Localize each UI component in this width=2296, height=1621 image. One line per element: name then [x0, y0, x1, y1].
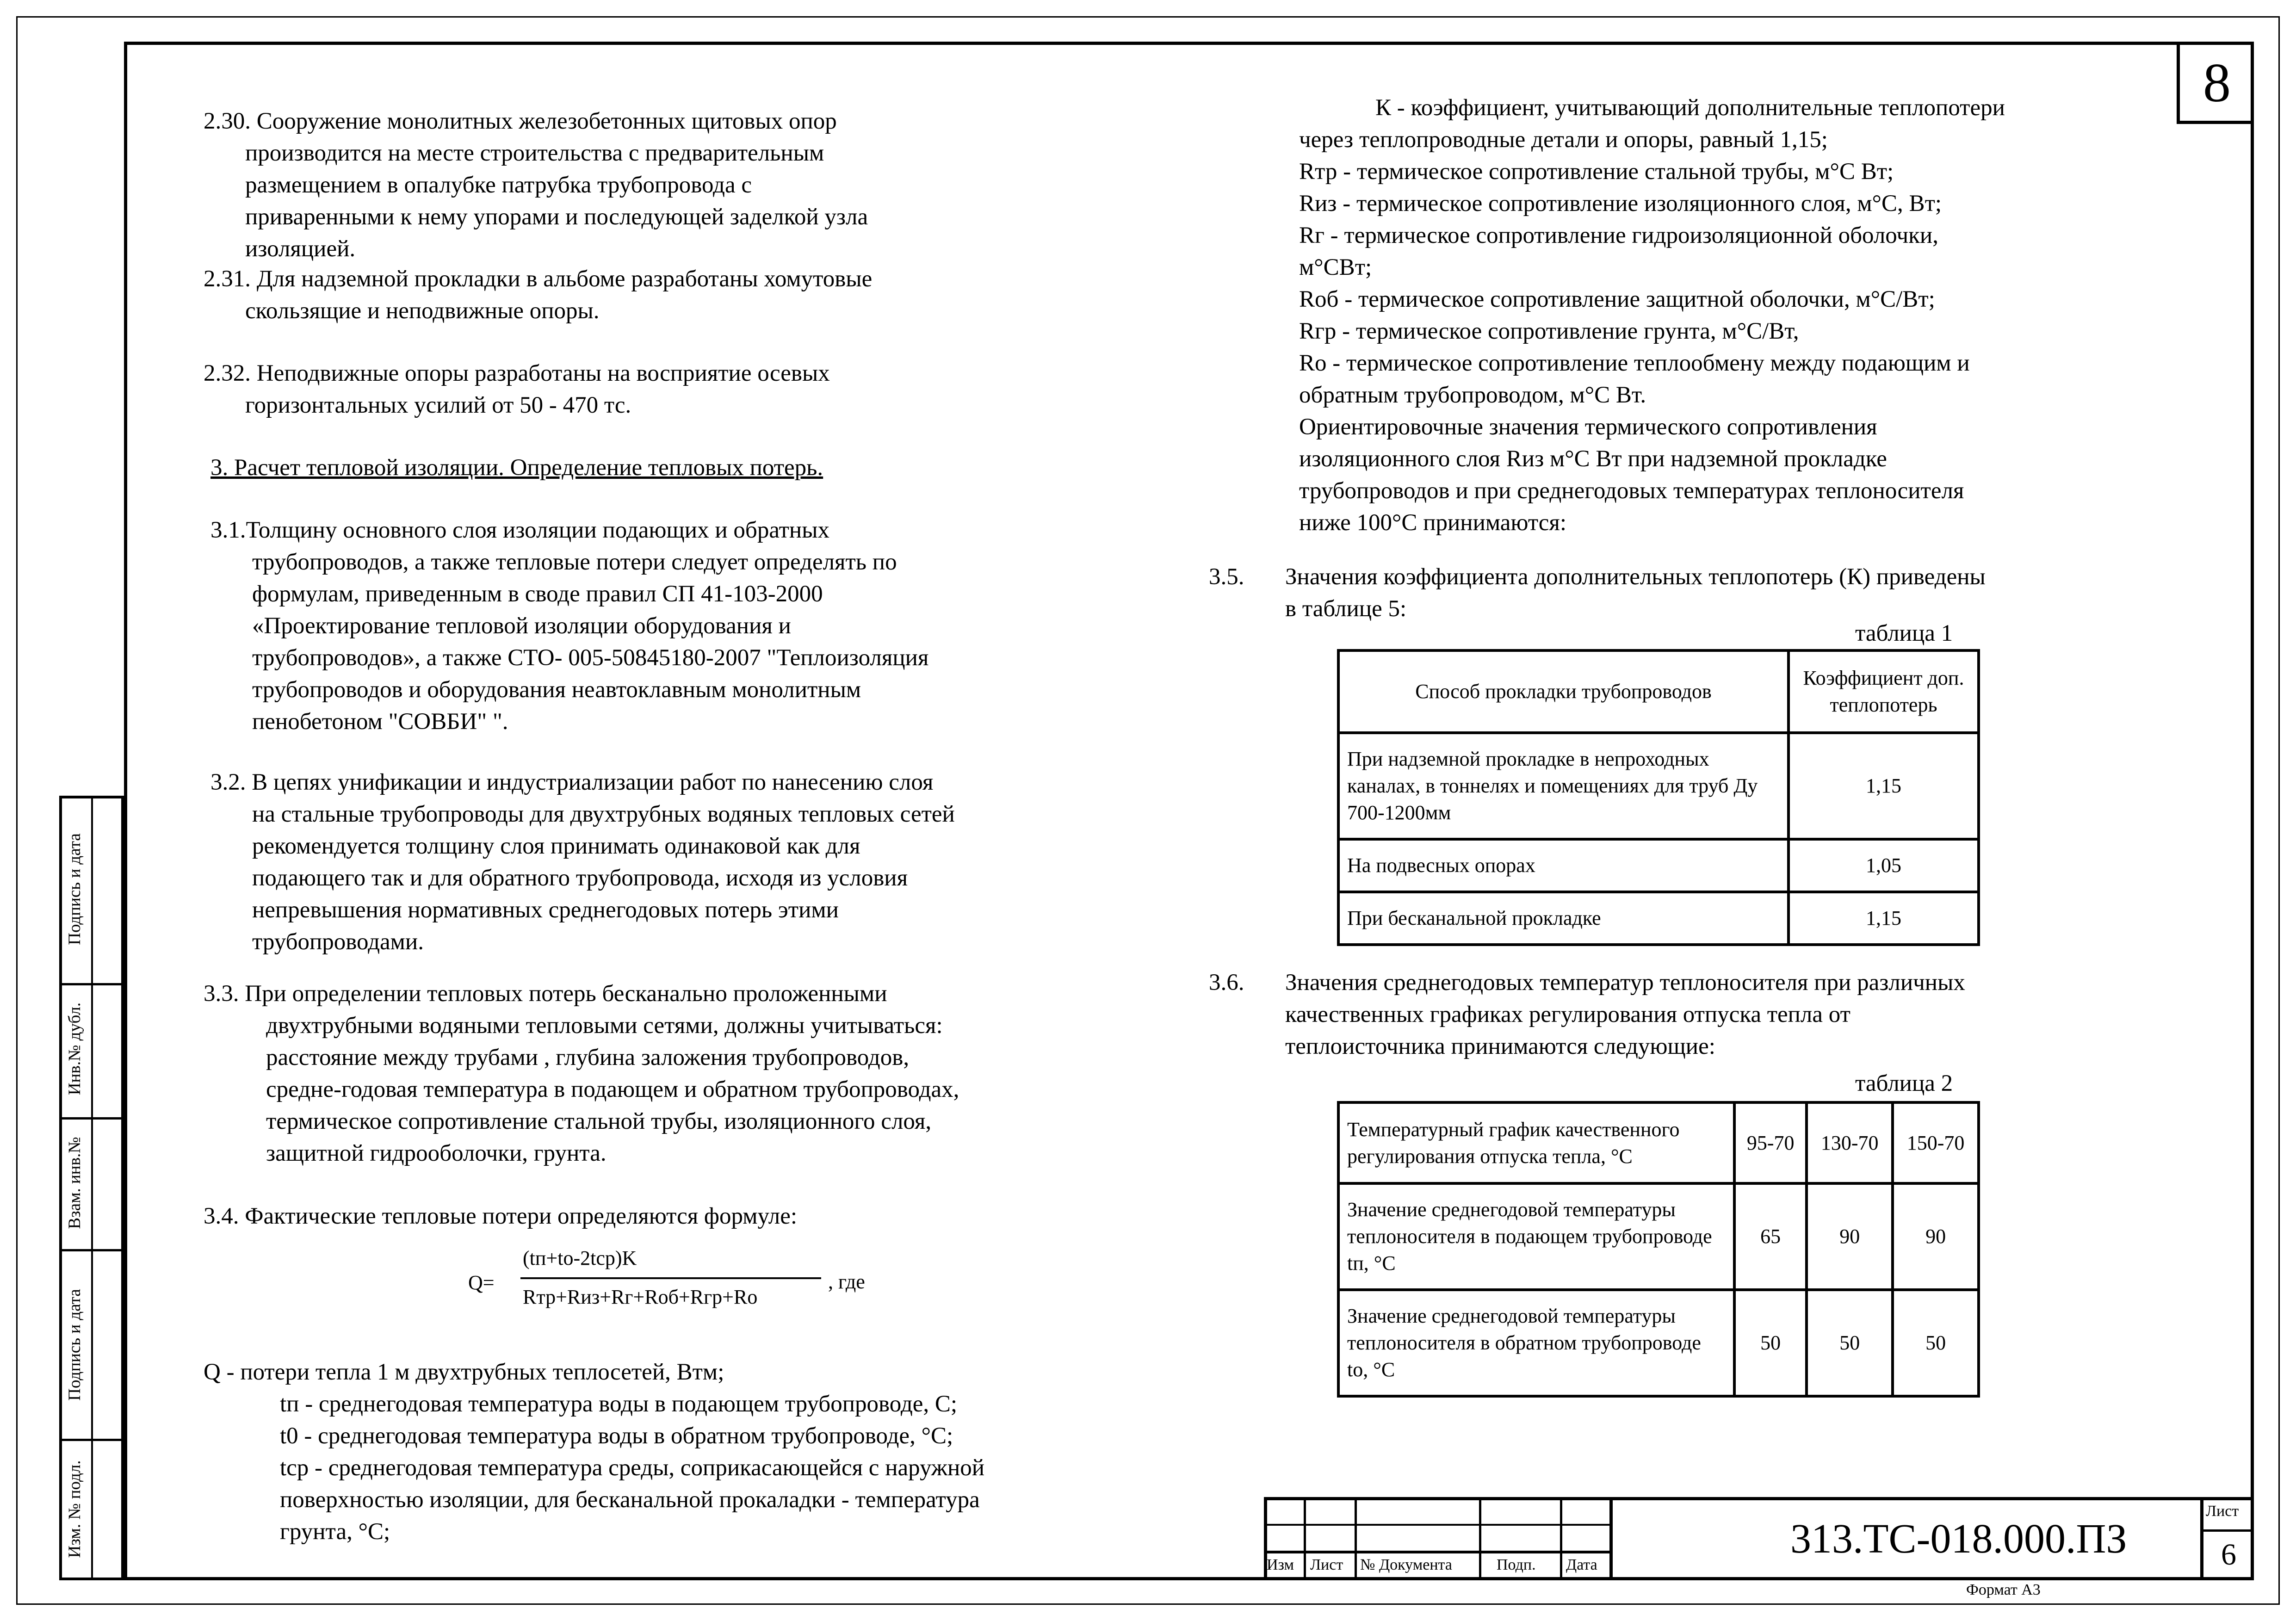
para-3-1: 3.1.Толщину основного слоя изоляции подающих и обратных трубопроводов, а также тепловые потери следует определять по формулам, приведенным в своде правил СП 41-103-2000 «Проектирование тепловой изоляции оборудования и трубопроводов», а также СТО- 005-50845180-2007 "Теплоизоляция трубопроводов и оборудования неавтоклавным монолитным пенобетоном "СОВБИ" ".	[210, 517, 929, 735]
table2-cell: Значение среднегодовой температуры теплоносителя в обратном трубопроводе tо, °С	[1338, 1290, 1734, 1396]
table2-cell: Температурный график качественного регулирования отпуска тепла, °С	[1338, 1102, 1734, 1183]
table2-cell: 130-70	[1807, 1102, 1893, 1183]
tb-col-signature: Подп.	[1497, 1556, 1536, 1573]
table2-caption: таблица 2	[1855, 1070, 1953, 1096]
para-2-30: 2.30. Сооружение монолитных железобетонных щитовых опор производится на месте строительства с предварительным размещением в опалубке патрубка трубопровода с приваренными к нему упорами и последующей заделкой узла изоляцией.	[204, 108, 868, 262]
page-number: 8	[2203, 52, 2231, 113]
table2-cell: 95-70	[1734, 1102, 1807, 1183]
formula-tail: , где	[828, 1270, 865, 1293]
stamp-signature-date-2: Подпись и дата	[65, 1289, 84, 1401]
stamp-vzam-inv: Взам. инв.№	[65, 1137, 84, 1229]
tb-col-date: Дата	[1566, 1556, 1597, 1573]
table2-cell: 90	[1893, 1183, 1979, 1290]
table1-cell: На подвесных опорах	[1338, 839, 1789, 892]
table1-cell: При надземной прокладке в непроходных каналах, в тоннелях и помещениях для труб Ду 700-1200мм	[1338, 733, 1789, 839]
variable-definitions: tп - среднегодовая температура воды в подающем трубопроводе, С; t0 - среднегодовая температура воды в обратном трубопроводе, °С; tср - среднегодовая температура среды, соприкасающейся с наружной поверхностью изоляции, для бесканальной прокаладки - температура грунта, °С;	[280, 1391, 985, 1545]
stamp-inv-dubl: Инв.№ дубл.	[65, 1002, 84, 1095]
table2-cell: 50	[1807, 1290, 1893, 1396]
fraction-bar	[520, 1277, 821, 1279]
para-2-31: 2.31. Для надземной прокладки в альбоме разработаны хомутовые скользящие и неподвижные опоры.	[204, 266, 873, 324]
table-1	[1337, 649, 1980, 946]
table2-cell: 50	[1893, 1290, 1979, 1396]
table2-cell: 50	[1734, 1290, 1807, 1396]
tb-col-izm: Изм	[1267, 1556, 1294, 1573]
table2-cell: 90	[1807, 1183, 1893, 1290]
para-3-4: 3.4. Фактические тепловые потери определяются формуле:	[204, 1203, 797, 1229]
formula-lhs: Q=	[468, 1271, 495, 1294]
para-3-6-number: 3.6.	[1209, 970, 1244, 996]
stamp-izm-podl: Изм. № подл.	[65, 1460, 84, 1558]
para-3-5: Значения коэффициента дополнительных теплопотерь (К) приведены в таблице 5:	[1285, 564, 1986, 622]
q-definition: Q - потери тепла 1 м двухтрубных теплосетей, Втм;	[204, 1359, 724, 1385]
document-code: 313.ТС-018.000.ПЗ	[1790, 1516, 2127, 1562]
table2-cell: Значение среднегодовой температуры теплоносителя в подающем трубопроводе tп, °С	[1338, 1183, 1734, 1290]
table1-cell: При бесканальной прокладке	[1338, 892, 1789, 945]
tb-col-doc: № Документа	[1360, 1556, 1452, 1573]
sheet-label: Лист	[2206, 1503, 2239, 1520]
table2-cell: 150-70	[1893, 1102, 1979, 1183]
formula-numerator: (tп+tо-2tср)K	[523, 1247, 637, 1269]
table1-caption: таблица 1	[1855, 620, 1953, 646]
table2-cell: 65	[1734, 1183, 1807, 1290]
format-label: Формат А3	[1966, 1581, 2041, 1598]
para-3-5-number: 3.5.	[1209, 564, 1244, 590]
stamp-signature-date-1: Подпись и дата	[65, 833, 84, 945]
table1-cell: 1,15	[1789, 892, 1979, 945]
table1-header-method: Способ прокладки трубопроводов	[1338, 650, 1789, 733]
table1-header-coef: Коэффициент доп. теплопотерь	[1789, 650, 1979, 733]
para-3-3: 3.3. При определении тепловых потерь бесканально проложенными двухтрубными водяными тепловыми сетями, должны учитываться: расстояние между трубами , глубина заложения трубопроводов, средне-годовая температура в подающем и обратном трубопроводах, термическое сопротивление стальной трубы, изоляционного слоя, защитной гидрооболочки, грунта.	[204, 981, 959, 1166]
formula-denominator: Rтр+Rиз+Rг+Rоб+Rгр+Rо	[523, 1286, 758, 1308]
table1-cell: 1,05	[1789, 839, 1979, 892]
coefficient-definitions: К - коэффициент, учитывающий дополнительные теплопотери через теплопроводные детали и опоры, равный 1,15; Rтр - термическое сопротивление стальной трубы, м°С Вт; Rиз - термическое сопротивление изоляционного слоя, м°С, Вт; Rг - термическое сопротивление гидроизоляционной оболочки, м°СВт; Rоб - термическое сопротивление защитной оболочки, м°С/Вт; Rгр - термическое сопротивление грунта, м°С/Вт, Rо - термическое сопротивление теплообмену между подающим и обратным трубопроводом, м°С Вт. Ориентировочные значения термического сопротивления изоляционного слоя Rиз м°С Вт при надземной прокладке трубопроводов и при среднегодовых температурах теплоносителя ниже 100°С принимаются:	[1299, 95, 2005, 536]
table1-cell: 1,15	[1789, 733, 1979, 839]
para-3-6: Значения среднегодовых температур теплоносителя при различных качественных графиках регулирования отпуска тепла от теплоисточника принимаются следующие:	[1285, 970, 1965, 1059]
para-2-32: 2.32. Неподвижные опоры разработаны на восприятие осевых горизонтальных усилий от 50 - 470 тс.	[204, 360, 830, 418]
tb-col-list: Лист	[1310, 1556, 1343, 1573]
para-3-2: 3.2. В цепях унификации и индустриализации работ по нанесению слоя на стальные трубопроводы для двухтрубных водяных тепловых сетей рекомендуется толщину слоя принимать одинаковой как для подающего так и для обратного трубопровода, исходя из условия непревышения нормативных среднегодовых потерь этими трубопроводами.	[210, 769, 955, 955]
section-heading: 3. Расчет тепловой изоляции. Определение тепловых потерь.	[210, 455, 823, 481]
sheet-number: 6	[2221, 1538, 2236, 1572]
table-2	[1337, 1101, 1980, 1398]
